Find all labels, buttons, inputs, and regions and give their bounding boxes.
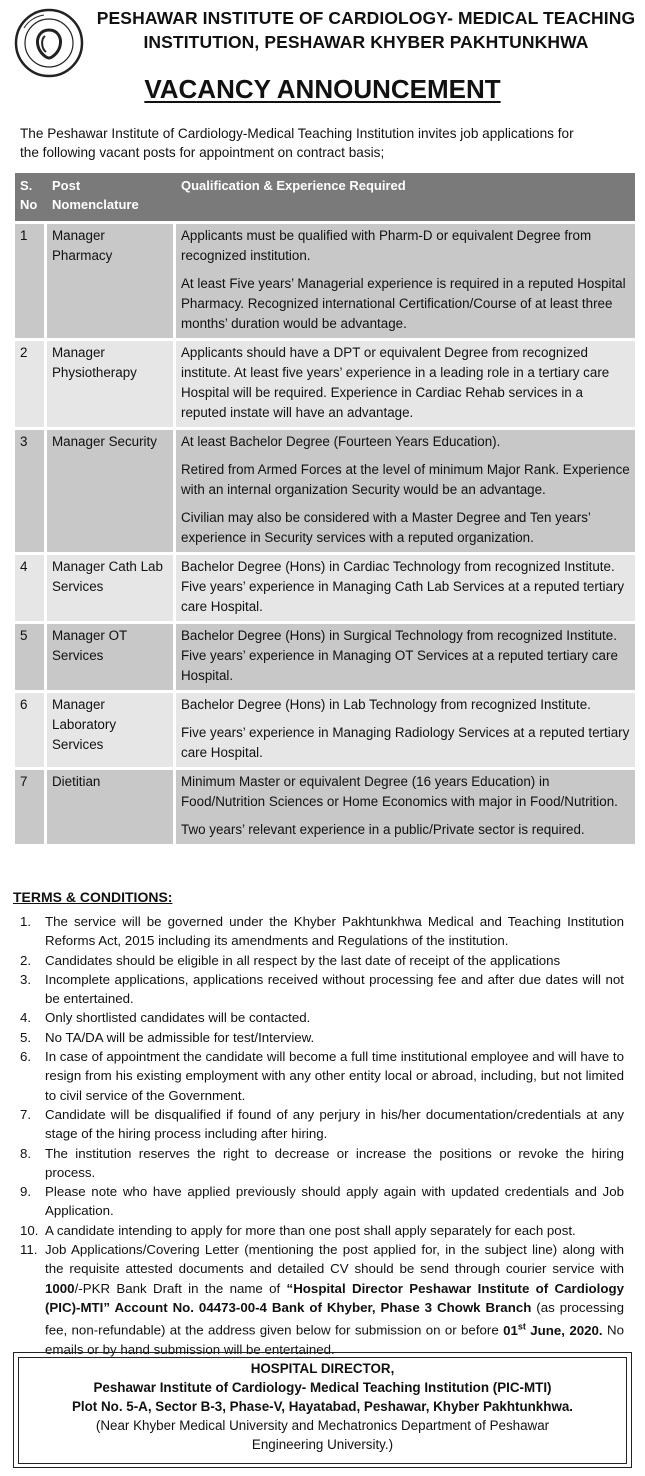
terms-title: TERMS & CONDITIONS: [13, 889, 173, 905]
term-item [20, 912, 624, 951]
row-sno: 1 [15, 221, 47, 338]
intro-line-1: The Peshawar Institute of Cardiology-Medical Teaching Institution invites job applications for [20, 126, 574, 141]
header-sno: S. No [15, 173, 47, 221]
term-item-11: 11. Job Applications/Covering Letter (mentioning the post applied for, in the subject line) along with the requisite attested documents and detailed CV should be send through courier service with 1000/-PKR Bank Draft in the name of “Hospital Director Peshawar Institute of Cardiology (PIC)-MTI” Account No. 04473-00-4 Bank of Khyber, Phase 3 Chowk Branch (as processing fee, non-refundable) at the address given below for submission on or before 01st June, 2020. No emails or by hand submission will be entertained. [20, 1242, 624, 1357]
header-qualification: Qualification & Experience Required [176, 173, 635, 221]
row-post: Manager Cath Lab Services [47, 552, 176, 621]
row-sno: 5 [15, 621, 47, 690]
org-title-line1: PESHAWAR INSTITUTE OF CARDIOLOGY- MEDICAL TEACHING [96, 8, 636, 28]
address-line-3: Plot No. 5-A, Sector B-3, Phase-V, Hayatabad, Peshawar, Khyber Pakhtunkhwa. [71, 1399, 574, 1414]
address-line-2: Peshawar Institute of Cardiology- Medical Teaching Institution (PIC-MTI) [93, 1380, 552, 1395]
address-box [13, 1352, 632, 1468]
row-qualification [176, 427, 635, 552]
qualification-paragraph: Two years’ relevant experience in a public/Private sector is required. [181, 822, 585, 837]
row-sno: 7 [15, 767, 47, 844]
qualification-paragraph: Bachelor Degree (Hons) in Cardiac Technology from recognized Institute. Five years’ experience in Managing Cath Lab Services at a reputed tertiary care Hospital. [181, 559, 625, 614]
qualification-paragraph: Bachelor Degree (Hons) in Surgical Technology from recognized Institute. Five years’ experience in Managing OT Services at a reputed tertiary care Hospital. [181, 628, 618, 683]
term-number: 1. [20, 914, 32, 929]
row-sno: 3 [15, 427, 47, 552]
row-qualification [176, 621, 635, 690]
row-qualification [176, 221, 635, 338]
table-row [15, 767, 635, 844]
term-text: A candidate intending to apply for more than one post shall apply separately for each post. [45, 1222, 576, 1238]
qualification-paragraph: At least Five years’ Managerial experience is required in a reputed Hospital Pharmacy. Recognized international Certification/Course of at least three months’ duration would be advantage. [181, 276, 626, 331]
table-row [15, 427, 635, 552]
term-text: The institution reserves the right to decrease or increase the positions or revoke the hiring process. [45, 1145, 624, 1180]
term-item [20, 1008, 624, 1027]
row-sno: 4 [15, 552, 47, 621]
qualification-paragraph: Bachelor Degree (Hons) in Lab Technology from recognized Institute. [181, 697, 591, 712]
table-row [15, 690, 635, 767]
term-number: 6. [20, 1049, 32, 1065]
qualification-paragraph: Civilian may also be considered with a Master Degree and Ten years’ experience in Security services with a reputed organization. [181, 510, 591, 545]
term-text: Incomplete applications, applications received without processing fee and after due dates will not be entertained. [45, 971, 624, 1007]
row-sno: 2 [15, 338, 47, 427]
row-qualification [176, 552, 635, 621]
intro-line-2: the following vacant posts for appointment on contract basis; [20, 145, 385, 160]
row-post: Manager Pharmacy [47, 221, 176, 338]
term-text: The service will be governed under the Khyber Pakhtunkhwa Medical and Teaching Institution Reforms Act, 2015 including its amendments and Regulations of the institution. [45, 914, 624, 949]
term-number: 10. [20, 1222, 39, 1238]
vacancy-table [15, 173, 635, 844]
row-qualification [176, 338, 635, 427]
qualification-paragraph: At least Bachelor Degree (Fourteen Years Education). [181, 434, 501, 449]
term-item [20, 970, 624, 1009]
term-text: Only shortlisted candidates will be contacted. [45, 1010, 311, 1026]
term-text: No TA/DA will be admissible for test/Interview. [45, 1029, 315, 1045]
row-qualification [176, 690, 635, 767]
qualification-paragraph: Minimum Master or equivalent Degree (16 years Education) in Food/Nutrition Sciences or Home Economics with major in Food/Nutrition. [181, 774, 618, 809]
term-item [20, 951, 624, 970]
term-number: 11. [20, 1242, 38, 1258]
header-post: Post Nomenclature [47, 173, 176, 221]
row-sno: 6 [15, 690, 47, 767]
header [0, 0, 645, 78]
intro-paragraph [20, 124, 620, 162]
term-number: 4. [20, 1010, 32, 1026]
term-text: Please note who have applied previously should apply again with updated credentials and Job Application. [45, 1184, 624, 1219]
term-number: 5. [20, 1029, 32, 1045]
row-post: Manager Security [47, 427, 176, 552]
row-post: Manager Laboratory Services [47, 690, 176, 767]
table-row [15, 221, 635, 338]
address-line-4: (Near Khyber Medical University and Mechatronics Department of Peshawar Engineering University.) [95, 1418, 550, 1452]
term-number: 8. [20, 1145, 32, 1161]
term-item [20, 1105, 624, 1144]
qualification-paragraph: Retired from Armed Forces at the level of minimum Major Rank. Experience with an internal organization Security would be an advantage. [181, 462, 630, 497]
table-header-row [15, 173, 635, 221]
institute-logo [14, 8, 84, 78]
term-number: 7. [20, 1106, 32, 1122]
address-line-1: HOSPITAL DIRECTOR, [250, 1361, 395, 1376]
term-item [20, 1028, 624, 1047]
term-item [20, 1144, 624, 1183]
table-row [15, 552, 635, 621]
qualification-paragraph: Applicants must be qualified with Pharm-D or equivalent Degree from recognized institution. [181, 228, 592, 263]
page-title: VACANCY ANNOUNCEMENT [144, 74, 501, 104]
term-text: Candidates should be eligible in all respect by the last date of receipt of the applications [45, 952, 561, 968]
row-post: Manager OT Services [47, 621, 176, 690]
term-text: In case of appointment the candidate will become a full time institutional employee and will have to resign from his existing employment with any other entity local or abroad, including, but not limited to civil service of the Government. [45, 1049, 624, 1103]
term-number: 3. [20, 971, 32, 987]
row-post: Manager Physiotherapy [47, 338, 176, 427]
terms-list [20, 912, 624, 1359]
org-title-line2: INSTITUTION, PESHAWAR KHYBER PAKHTUNKHWA [143, 32, 589, 52]
term-item [20, 1047, 624, 1105]
term-number: 9. [20, 1184, 32, 1200]
row-qualification [176, 767, 635, 844]
table-row [15, 338, 635, 427]
qualification-paragraph: Applicants should have a DPT or equivalent Degree from recognized institute. At least five years’ experience in a leading role in a tertiary care Hospital will be required. Experience in Cardiac Rehab services in a reputed instate will have an advantage. [181, 345, 610, 420]
term-text: Candidate will be disqualified if found of any perjury in his/her documentation/credentials at any stage of the hiring process including after hiring. [45, 1106, 624, 1142]
table-row [15, 621, 635, 690]
organization-title [96, 6, 636, 54]
address-inner [18, 1357, 627, 1464]
term-item [20, 1182, 624, 1221]
term-number: 2. [20, 952, 32, 968]
qualification-paragraph: Five years’ experience in Managing Radiology Services at a reputed tertiary care Hospital. [181, 725, 630, 760]
term-item [20, 1221, 624, 1240]
row-post: Dietitian [47, 767, 176, 844]
